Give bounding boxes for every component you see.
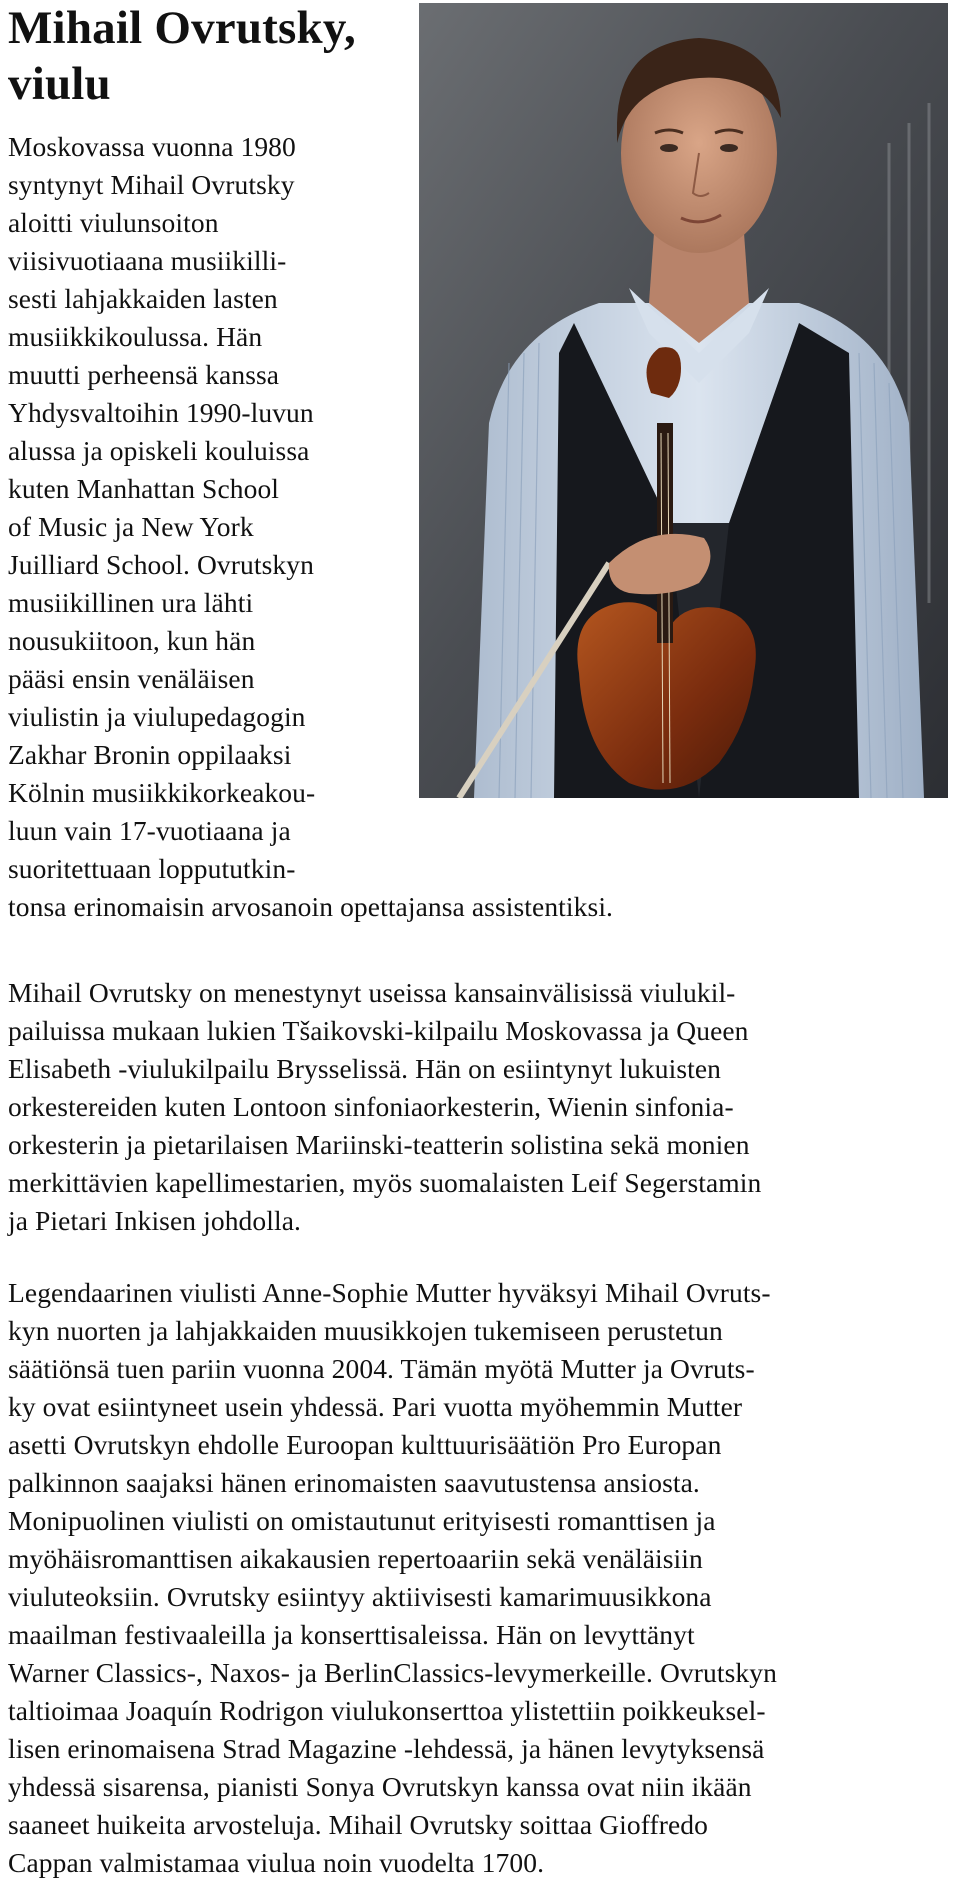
text-line: viisivuotiaana musiikilli- — [8, 245, 287, 276]
text-line: pailuissa mukaan lukien Tšaikovski-kilpailu Moskovassa ja Queen — [8, 1015, 749, 1046]
text-line: pääsi ensin venäläisen — [8, 663, 255, 694]
text-line: suoritettuaan loppututkin- — [8, 853, 296, 884]
text-line: of Music ja New York — [8, 511, 254, 542]
text-line: ky ovat esiintyneet usein yhdessä. Pari vuotta myöhemmin Mutter — [8, 1391, 743, 1422]
text-line: orkesterin ja pietarilaisen Mariinski-teatterin solistina sekä monien — [8, 1129, 750, 1160]
text-line: nousukiitoon, kun hän — [8, 625, 256, 656]
text-line: aloitti viulunsoiton — [8, 207, 219, 238]
text-line: myöhäisromanttisen aikakausien repertoaariin sekä venäläisiin — [8, 1543, 703, 1574]
text-line: säätiönsä tuen pariin vuonna 2004. Tämän myötä Mutter ja Ovruts- — [8, 1353, 755, 1384]
violinist-photo — [419, 3, 948, 798]
text-line: Zakhar Bronin oppilaaksi — [8, 739, 292, 770]
text-line: Yhdysvaltoihin 1990-luvun — [8, 397, 314, 428]
text-line: maailman festivaaleilla ja konserttisaleissa. Hän on levyttänyt — [8, 1619, 695, 1650]
text-line: asetti Ovrutskyn ehdolle Euroopan kulttuurisäätiön Pro Europan — [8, 1429, 722, 1460]
text-line: Monipuolinen viulisti on omistautunut erityisesti romanttisen ja — [8, 1505, 716, 1536]
text-line: kuten Manhattan School — [8, 473, 280, 504]
text-line: ja Pietari Inkisen johdolla. — [8, 1205, 302, 1236]
text-line: luun vain 17-vuotiaana ja — [8, 815, 291, 846]
text-line: sesti lahjakkaiden lasten — [8, 283, 278, 314]
text-line: Cappan valmistamaa viulua noin vuodelta 1700. — [8, 1847, 545, 1878]
text-line: Juilliard School. Ovrutskyn — [8, 549, 314, 580]
text-line: viuluteoksiin. Ovrutsky esiintyy aktiivisesti kamarimuusikkona — [8, 1581, 712, 1612]
text-line: alussa ja opiskeli kouluissa — [8, 435, 310, 466]
text-line: Warner Classics-, Naxos- ja BerlinClassics-levymerkeille. Ovrutskyn — [8, 1657, 777, 1688]
text-line: Elisabeth -viulukilpailu Brysselissä. Hän on esiintynyt lukuisten — [8, 1053, 722, 1084]
text-line: musiikillinen ura lähti — [8, 587, 254, 618]
text-line: tonsa erinomaisin arvosanoin opettajansa assistentiksi. — [8, 891, 614, 922]
text-line: musiikkikoulussa. Hän — [8, 321, 263, 352]
text-line: kyn nuorten ja lahjakkaiden muusikkojen tukemiseen perustetun — [8, 1315, 723, 1346]
text-line: muutti perheensä kanssa — [8, 359, 280, 390]
text-line: Legendaarinen viulisti Anne-Sophie Mutter hyväksyi Mihail Ovruts- — [8, 1277, 771, 1308]
text-line: syntynyt Mihail Ovrutsky — [8, 169, 295, 200]
text-line: Moskovassa vuonna 1980 — [8, 131, 296, 162]
text-line: viulistin ja viulupedagogin — [8, 701, 306, 732]
text-line: merkittävien kapellimestarien, myös suomalaisten Leif Segerstamin — [8, 1167, 762, 1198]
text-line: palkinnon saajaksi hänen erinomaisten saavutustensa ansiosta. — [8, 1467, 700, 1498]
text-line: saaneet huikeita arvosteluja. Mihail Ovrutsky soittaa Gioffredo — [8, 1809, 708, 1840]
text-line: orkestereiden kuten Lontoon sinfoniaorkesterin, Wienin sinfonia- — [8, 1091, 734, 1122]
text-line: taltioimaa Joaquín Rodrigon viulukonserttoa ylistettiin poikkeuksel- — [8, 1695, 766, 1726]
article-title-line: Mihail Ovrutsky, — [8, 2, 356, 54]
text-line: lisen erinomaisena Strad Magazine -lehdessä, ja hänen levytyksensä — [8, 1733, 765, 1764]
text-line: Kölnin musiikkikorkeakou- — [8, 777, 316, 808]
article-title — [8, 0, 408, 112]
text-line: yhdessä sisarensa, pianisti Sonya Ovrutskyn kanssa ovat niin ikään — [8, 1771, 752, 1802]
article-title-line: viulu — [8, 58, 111, 110]
text-line: Mihail Ovrutsky on menestynyt useissa kansainvälisissä viulukil- — [8, 977, 736, 1008]
